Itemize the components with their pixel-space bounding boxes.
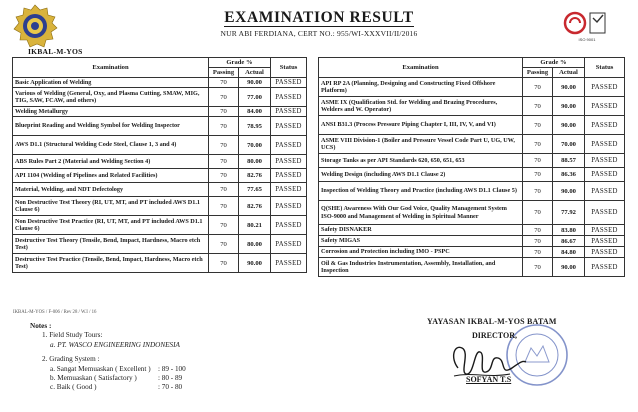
status-cell: PASSED (585, 116, 625, 135)
exam-cell: Blueprint Reading and Welding Symbol for Welding Inspector (13, 117, 209, 136)
table-row (13, 183, 307, 197)
exam-cell: Oil & Gas Industries Instrumentation, Assembly, Installation, and Inspection (319, 258, 523, 277)
signatory-name: SOFYAN T.S (466, 375, 512, 384)
document-title: EXAMINATION RESULT (224, 9, 414, 26)
passing-grade-cell: 70 (523, 247, 553, 258)
actual-grade-cell: 83.80 (553, 225, 585, 236)
status-cell: PASSED (271, 107, 307, 117)
actual-grade-cell: 84.80 (553, 247, 585, 258)
exam-cell: Q(SHE) Awareness With Our God Voice, Quality Management System ISO-9000 and Management of Welding in Spiritual Manner (319, 201, 523, 225)
exam-cell: Destructive Test Practice (Tensile, Bend, Impact, Hardness, Macro etch Test) (13, 254, 209, 273)
table-row (13, 216, 307, 235)
passing-grade-cell: 70 (523, 236, 553, 247)
passing-grade-cell: 70 (209, 88, 239, 107)
table-row (13, 136, 307, 155)
actual-grade-cell: 90.00 (553, 116, 585, 135)
status-cell: PASSED (271, 235, 307, 254)
col-actual: Actual (553, 68, 585, 78)
table-row (319, 236, 625, 247)
exam-cell: Welding Design (including AWS D1.1 Clause 2) (319, 168, 523, 182)
table-row (13, 235, 307, 254)
results-table-left (12, 57, 307, 273)
exam-cell: Non Destructive Test Theory (RI, UT, MT, and PT included AWS D1.1 Clause 6) (13, 197, 209, 216)
notes-item-field-study: 1. Field Study Tours: (42, 331, 103, 340)
status-cell: PASSED (585, 78, 625, 97)
status-cell: PASSED (271, 254, 307, 273)
passing-grade-cell: 70 (209, 107, 239, 117)
col-passing: Passing (209, 68, 239, 78)
form-reference: IKBAL-M-YOS / F-006 / Rev 28 / W.I / 16 (13, 310, 97, 315)
iso-caption: ISO 9001 (578, 37, 596, 42)
actual-grade-cell: 77.65 (239, 183, 271, 197)
table-row (319, 225, 625, 236)
status-cell: PASSED (271, 117, 307, 136)
table-row (319, 168, 625, 182)
table-row (319, 182, 625, 201)
table-row (319, 154, 625, 168)
status-cell: PASSED (271, 78, 307, 88)
col-status: Status (585, 58, 625, 78)
passing-grade-cell: 70 (209, 169, 239, 183)
actual-grade-cell: 82.76 (239, 169, 271, 183)
table-row (13, 155, 307, 169)
status-cell: PASSED (271, 88, 307, 107)
actual-grade-cell: 90.00 (239, 78, 271, 88)
table-row (13, 88, 307, 107)
actual-grade-cell: 82.76 (239, 197, 271, 216)
exam-cell: AWS D1.1 (Structural Welding Code Steel, Clause 1, 3 and 4) (13, 136, 209, 155)
iso-certification-logo-icon (563, 8, 611, 44)
exam-cell: Welding Metallurgy (13, 107, 209, 117)
passing-grade-cell: 70 (523, 97, 553, 116)
document-subtitle: NUR ABI FERDIANA, CERT NO.: 955/WI-XXXVII/II/2016 (220, 29, 418, 38)
status-cell: PASSED (585, 168, 625, 182)
status-cell: PASSED (585, 154, 625, 168)
status-cell: PASSED (271, 197, 307, 216)
passing-grade-cell: 70 (209, 136, 239, 155)
passing-grade-cell: 70 (209, 254, 239, 273)
grade-row: a. Sangat Memuaskan ( Excellent ) : 89 - 100 (50, 364, 186, 373)
exam-cell: Safety DISNAKER (319, 225, 523, 236)
actual-grade-cell: 78.95 (239, 117, 271, 136)
exam-cell: API RP 2A (Planning, Designing and Constructing Fixed Offshore Platform) (319, 78, 523, 97)
actual-grade-cell: 90.00 (553, 78, 585, 97)
exam-cell: Non Destructive Test Practice (RI, UT, MT, and PT included AWS D1.1 Clause 6) (13, 216, 209, 235)
status-cell: PASSED (585, 201, 625, 225)
exam-cell: Destructive Test Theory (Tensile, Bend, Impact, Hardness, Macro etch Test) (13, 235, 209, 254)
grade-row: b. Memuaskan ( Satisfactory ) : 80 - 89 (50, 374, 183, 383)
passing-grade-cell: 70 (209, 117, 239, 136)
table-row (13, 78, 307, 88)
status-cell: PASSED (585, 225, 625, 236)
exam-cell: Storage Tanks as per API Standards 620, 650, 651, 653 (319, 154, 523, 168)
col-examination: Examination (13, 58, 209, 78)
actual-grade-cell: 86.67 (553, 236, 585, 247)
exam-cell: Corrosion and Protection including IMO - PSPC (319, 247, 523, 258)
table-row (13, 117, 307, 136)
table-row (319, 116, 625, 135)
status-cell: PASSED (271, 136, 307, 155)
exam-cell: ANSI B31.3 (Process Pressure Piping Chapter I, III, IV, V, and VI) (319, 116, 523, 135)
passing-grade-cell: 70 (523, 258, 553, 277)
actual-grade-cell: 90.00 (553, 182, 585, 201)
table-row (13, 254, 307, 273)
signature-organization: YAYASAN IKBAL-M-YOS BATAM (427, 317, 557, 326)
passing-grade-cell: 70 (209, 78, 239, 88)
status-cell: PASSED (271, 216, 307, 235)
status-cell: PASSED (585, 135, 625, 154)
actual-grade-cell: 77.00 (239, 88, 271, 107)
exam-cell: Material, Welding, and NDT Defectology (13, 183, 209, 197)
actual-grade-cell: 70.00 (553, 135, 585, 154)
status-cell: PASSED (585, 247, 625, 258)
actual-grade-cell: 88.57 (553, 154, 585, 168)
exam-cell: ABS Rules Part 2 (Material and Welding Section 4) (13, 155, 209, 169)
passing-grade-cell: 70 (209, 216, 239, 235)
exam-cell: Various of Welding (General, Oxy, and Plasma Cutting, SMAW, MIG, TIG, SAW, FCAW, and others) (13, 88, 209, 107)
passing-grade-cell: 70 (523, 225, 553, 236)
actual-grade-cell: 90.00 (553, 258, 585, 277)
col-actual: Actual (239, 68, 271, 78)
status-cell: PASSED (271, 169, 307, 183)
status-cell: PASSED (271, 155, 307, 169)
passing-grade-cell: 70 (523, 182, 553, 201)
actual-grade-cell: 80.00 (239, 155, 271, 169)
status-cell: PASSED (585, 97, 625, 116)
status-cell: PASSED (585, 182, 625, 201)
table-row (319, 78, 625, 97)
exam-cell: ASME IX (Qualification Std. for Welding and Brazing Procedures, Welders and W. Operator) (319, 97, 523, 116)
status-cell: PASSED (271, 183, 307, 197)
table-row (13, 169, 307, 183)
table-row (13, 197, 307, 216)
table-row (319, 247, 625, 258)
signature-title: DIRECTOR, (472, 331, 517, 340)
passing-grade-cell: 70 (523, 116, 553, 135)
col-grade: Grade % (209, 58, 271, 68)
exam-cell: Inspection of Welding Theory and Practice (including AWS D1.1 Clause 5) (319, 182, 523, 201)
actual-grade-cell: 70.00 (239, 136, 271, 155)
exam-cell: Basic Application of Welding (13, 78, 209, 88)
col-grade: Grade % (523, 58, 585, 68)
col-status: Status (271, 58, 307, 78)
actual-grade-cell: 80.21 (239, 216, 271, 235)
grade-row: c. Baik ( Good ) : 70 - 80 (50, 383, 183, 392)
col-examination: Examination (319, 58, 523, 78)
table-row (319, 258, 625, 277)
results-table-right (318, 57, 625, 277)
col-passing: Passing (523, 68, 553, 78)
notes-item-grading: 2. Grading System : (42, 355, 100, 364)
exam-cell: API 1104 (Welding of Pipelines and Related Facilities) (13, 169, 209, 183)
passing-grade-cell: 70 (523, 78, 553, 97)
actual-grade-cell: 90.00 (553, 97, 585, 116)
actual-grade-cell: 86.36 (553, 168, 585, 182)
exam-cell: ASME VIII Division-1 (Boiler and Pressure Vessel Code Part U, UG, UW, UCS) (319, 135, 523, 154)
table-row (319, 201, 625, 225)
actual-grade-cell: 84.00 (239, 107, 271, 117)
exam-cell: Safety MIGAS (319, 236, 523, 247)
notes-section (30, 322, 186, 393)
passing-grade-cell: 70 (209, 197, 239, 216)
passing-grade-cell: 70 (523, 154, 553, 168)
table-row (13, 107, 307, 117)
status-cell: PASSED (585, 236, 625, 247)
passing-grade-cell: 70 (209, 183, 239, 197)
notes-heading: Notes : (30, 322, 52, 330)
passing-grade-cell: 70 (523, 168, 553, 182)
actual-grade-cell: 80.00 (239, 235, 271, 254)
actual-grade-cell: 90.00 (239, 254, 271, 273)
table-row (319, 135, 625, 154)
notes-item-field-study-company: a. PT. WASCO ENGINEERING INDONESIA (50, 340, 180, 349)
passing-grade-cell: 70 (523, 135, 553, 154)
actual-grade-cell: 77.92 (553, 201, 585, 225)
passing-grade-cell: 70 (523, 201, 553, 225)
passing-grade-cell: 70 (209, 235, 239, 254)
status-cell: PASSED (585, 258, 625, 277)
org-name: IKBAL-M-YOS (28, 47, 83, 56)
passing-grade-cell: 70 (209, 155, 239, 169)
table-row (319, 97, 625, 116)
